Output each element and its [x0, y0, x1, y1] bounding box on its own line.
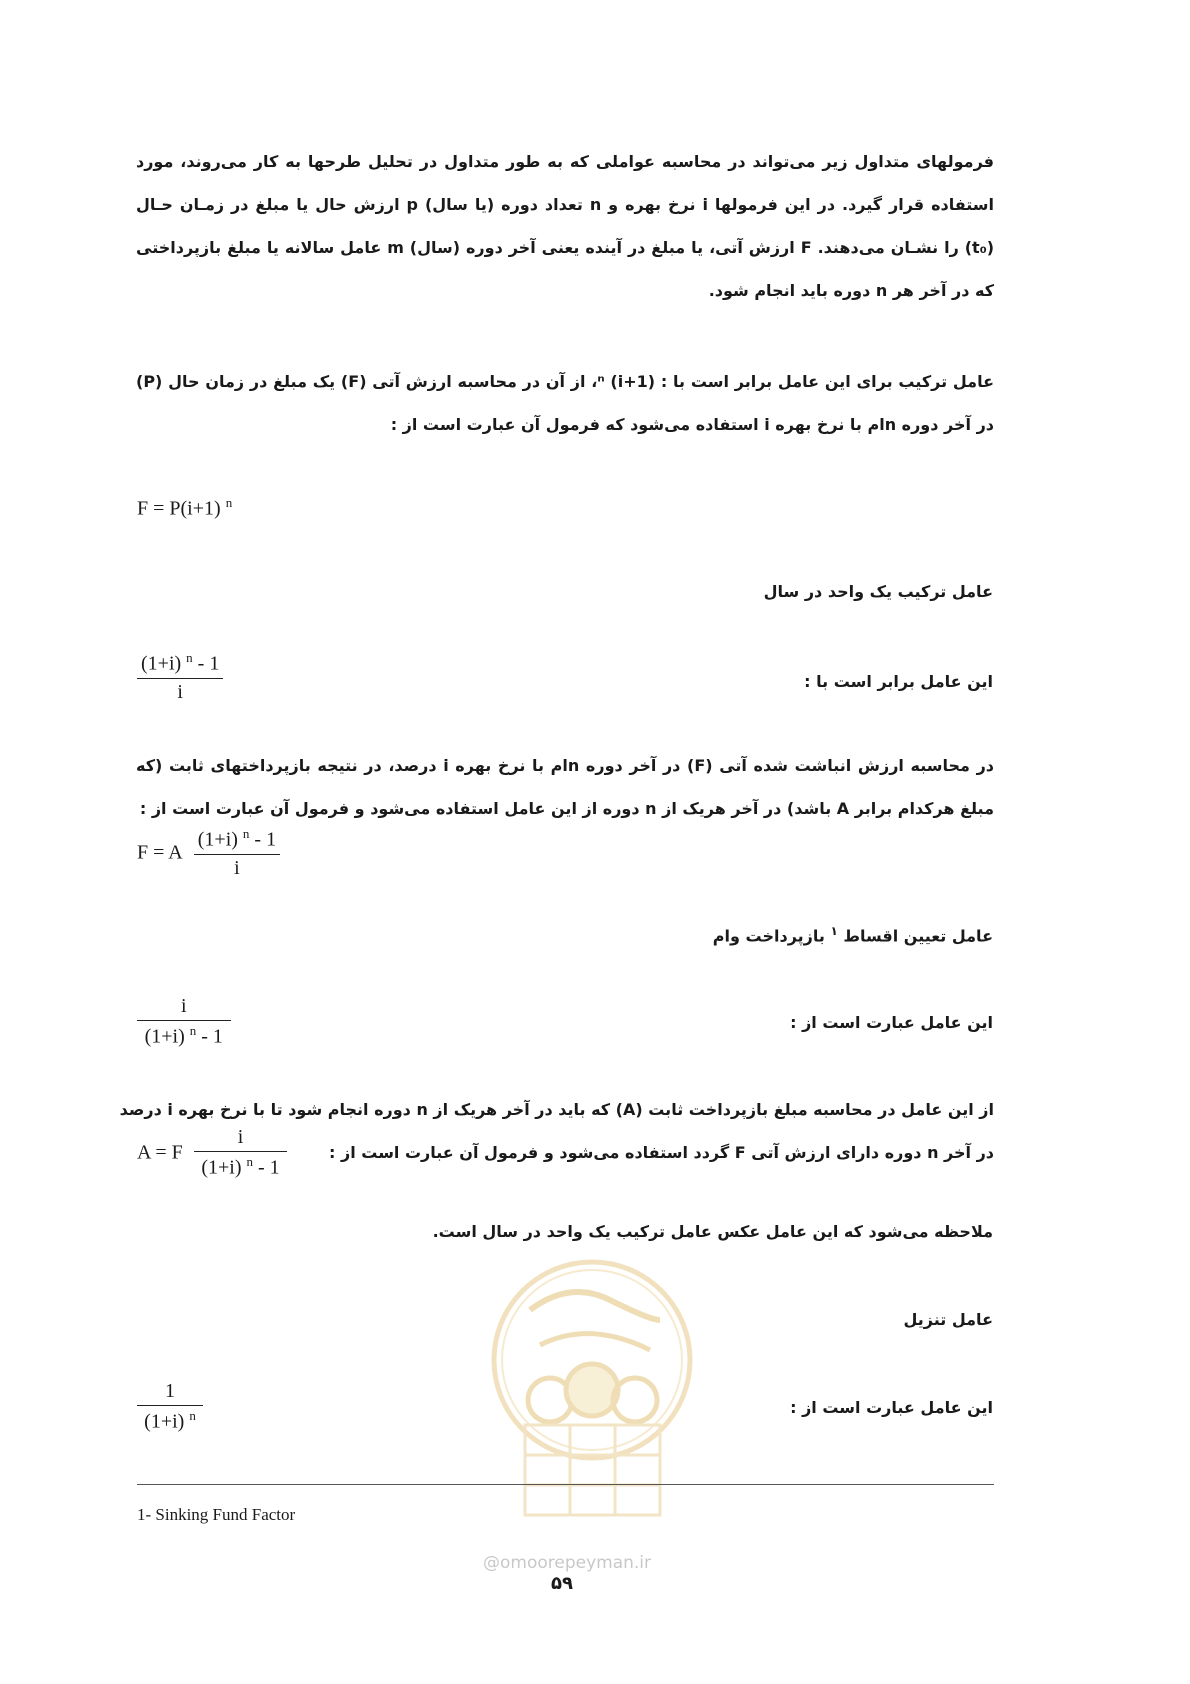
sinking-paragraph-line2: در آخر n دوره دارای ارزش آتی F گردد استفاده می‌شود و فرمول آن عبارت است از :: [329, 1143, 994, 1162]
formula-sinking: [137, 1126, 287, 1180]
fraction-sinking-formula: [194, 1126, 288, 1180]
expression-label-1: این عامل عبارت است از :: [790, 1013, 993, 1032]
fraction-numerator: (1+i) $^n$ - 1: [194, 826, 280, 855]
fraction-denominator: i: [234, 856, 240, 879]
formula-sinking-expression: [137, 995, 231, 1049]
footnote: 1- Sinking Fund Factor: [137, 1505, 296, 1524]
fraction-denominator: (1+i) $^n$ - 1: [201, 1154, 280, 1179]
fraction-numerator: (1+i) $^n$ - 1: [137, 650, 223, 679]
formula-sinking-left: A = F: [137, 1141, 183, 1164]
fraction-accumulation: [194, 826, 280, 880]
fraction-unit-compound: [137, 650, 223, 704]
formula-future-value-exponent: n: [225, 495, 233, 510]
watermark-text: @omoorepeyman.ir: [483, 1553, 652, 1573]
intro-paragraph: فرمولهای متداول زیر می‌تواند در محاسبه عواملی که به طور متداول در تحلیل طرحها به کار می‌روند، مورد استفاده قرار گیرد. در این فرمولها i نرخ بهره و n تعداد دوره (یا سال) p ارزش حال یا مبلغ در زمـان حـال (t₀) را نشـان می‌دهند. F ارزش آتی، یا مبلغ در آینده یعنی آخر دوره (سال) m عامل سالانه یا مبلغ بازپرداختی که در آخر هر n دوره باید انجام شود.: [136, 152, 995, 300]
formula-unit-compound: [137, 650, 223, 704]
fraction-denominator: (1+i) $^n$ - 1: [144, 1023, 223, 1048]
fraction-numerator: 1: [137, 1380, 203, 1406]
formula-accumulation: [137, 826, 280, 880]
formula-discount: [137, 1380, 203, 1434]
formula-future-value: [137, 495, 232, 521]
fraction-denominator: (1+i) $^n$: [144, 1408, 196, 1433]
formula-future-value-text: F = P(i+1): [137, 497, 221, 520]
compound-factor-paragraph: عامل ترکیب برای این عامل برابر است با : (1+i) ⁿ، از آن در محاسبه ارزش آتی (F) یک مبلغ در زمان حال (P) در آخر دوره nام با نرخ بهره i استفاده می‌شود که فرمول آن عبارت است از :: [136, 372, 995, 434]
fraction-discount: [137, 1380, 203, 1434]
expression-label-2: این عامل عبارت است از :: [790, 1398, 993, 1417]
heading-sinking-fund-rest: بازپرداخت وام: [712, 926, 825, 946]
heading-discount: عامل تنزیل: [903, 1310, 993, 1329]
page-number: ۵۹: [551, 1573, 573, 1594]
footnote-marker[interactable]: ۱: [830, 924, 838, 938]
accumulation-paragraph: در محاسبه ارزش انباشت شده آتی (F) در آخر دوره nام با نرخ بهره i درصد، در نتیجه بازپرداختهای ثابت (که مبلغ هرکدام برابر A باشد) در آخر هریک از n دوره از این عامل استفاده می‌شود و فرمول آن عبارت است از :: [136, 756, 994, 818]
heading-unit-compound: عامل ترکیب یک واحد در سال: [763, 582, 993, 601]
watermark-seal-icon: [490, 1250, 695, 1540]
footnote-divider: [137, 1484, 994, 1485]
inverse-note: ملاحظه می‌شود که این عامل عکس عامل ترکیب یک واحد در سال است.: [432, 1222, 993, 1241]
heading-sinking-fund: [713, 924, 993, 945]
fraction-numerator: i: [194, 1126, 288, 1152]
sinking-paragraph-line1: از این عامل در محاسبه مبلغ بازپرداخت ثابت (A) که باید در آخر هریک از n دوره انجام شود تا با نرخ بهره i درصد: [119, 1100, 994, 1119]
formula-accumulation-left: F = A: [137, 841, 183, 864]
fraction-sinking: [137, 995, 231, 1049]
fraction-numerator: i: [137, 995, 231, 1021]
equals-label: این عامل برابر است با :: [804, 672, 993, 691]
fraction-denominator: i: [177, 680, 183, 703]
heading-sinking-fund-main: عامل تعیین اقساط: [843, 926, 993, 946]
